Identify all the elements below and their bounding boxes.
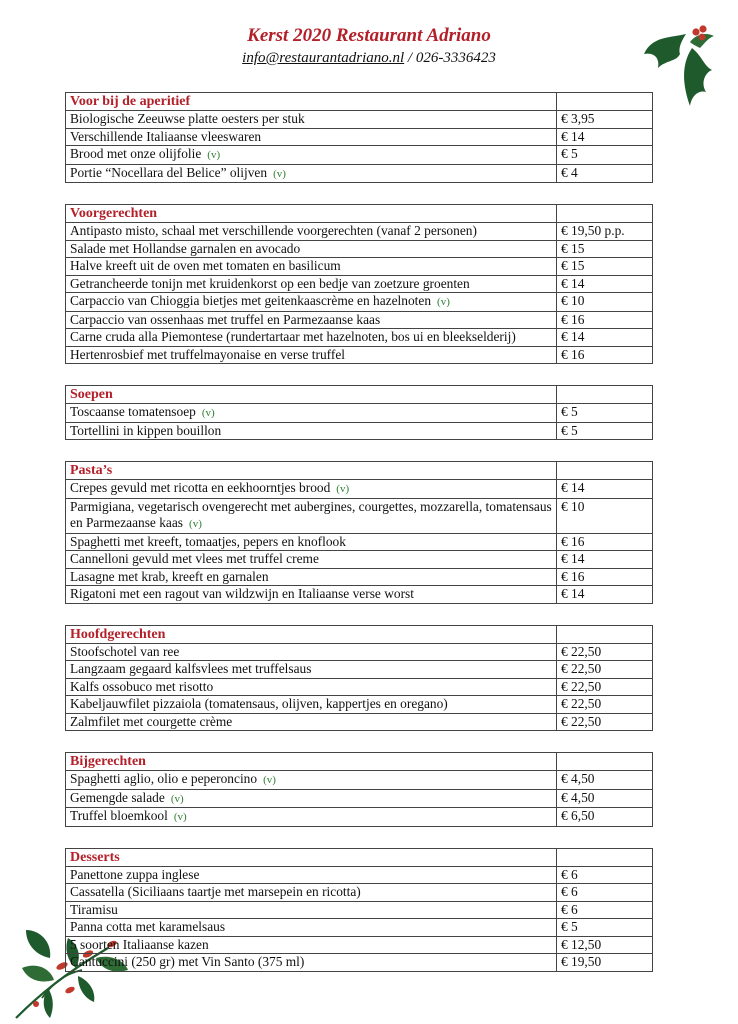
menu-item-cell xyxy=(66,919,557,937)
section-price-header xyxy=(557,753,653,771)
menu-item-cell xyxy=(66,422,557,440)
menu-section-table xyxy=(65,752,653,827)
dish-name: Salade met Hollandse garnalen en avocado xyxy=(70,240,301,256)
menu-item-row xyxy=(66,498,653,533)
section-price-header xyxy=(557,848,653,866)
phone-number: / 026-3336423 xyxy=(407,50,496,66)
section-price-header xyxy=(557,386,653,404)
menu-section-table xyxy=(65,385,653,440)
menu-section-table xyxy=(65,92,653,183)
dish-name: Toscaanse tomatensoep xyxy=(70,404,196,419)
dish-price: € 22,50 xyxy=(557,713,653,731)
section-header-row xyxy=(66,462,653,480)
vegetarian-marker: (v) xyxy=(273,167,286,180)
menu-item-cell xyxy=(66,936,557,954)
menu-item-row xyxy=(66,258,653,276)
menu-item-cell xyxy=(66,275,557,293)
menu-item-row xyxy=(66,346,653,364)
vegetarian-marker: (v) xyxy=(170,792,184,805)
menu-item-row xyxy=(66,311,653,329)
dish-price: € 6,50 xyxy=(557,808,653,827)
menu-item-row xyxy=(66,551,653,569)
dish-price: € 12,50 xyxy=(557,936,653,954)
vegetarian-marker: (v) xyxy=(189,518,202,530)
dish-price: € 22,50 xyxy=(557,661,653,679)
dish-name: Tiramisu xyxy=(70,901,118,917)
dish-name: 5 soorten Italiaanse kazen xyxy=(70,936,209,952)
menu-item-row xyxy=(66,789,653,808)
menu-header xyxy=(0,24,738,68)
menu-item-cell xyxy=(66,240,557,258)
menu-item-row xyxy=(66,275,653,293)
section-price-header xyxy=(557,205,653,223)
dish-name: Lasagne met krab, kreeft en garnalen xyxy=(70,568,269,584)
menu-item-row xyxy=(66,884,653,902)
email-link[interactable]: info@restaurantadriano.nl xyxy=(242,50,405,66)
menu-item-cell xyxy=(66,164,557,183)
dish-price: € 14 xyxy=(557,128,653,146)
dish-name: Portie “Nocellara del Belice” olijven xyxy=(70,164,268,180)
menu-item-cell xyxy=(66,884,557,902)
menu-item-row xyxy=(66,146,653,165)
dish-name: Stoofschotel van ree xyxy=(70,643,180,659)
dish-price: € 16 xyxy=(557,311,653,329)
menu-item-cell xyxy=(66,128,557,146)
dish-name: Halve kreeft uit de oven met tomaten en basilicum xyxy=(70,258,341,273)
section-title: Soepen xyxy=(66,386,557,404)
dish-name: Antipasto misto, schaal met verschillende voorgerechten (vanaf 2 personen) xyxy=(70,223,477,238)
menu-item-row xyxy=(66,901,653,919)
menu-item-cell xyxy=(66,954,557,972)
menu-item-row xyxy=(66,329,653,347)
menu-item-row xyxy=(66,240,653,258)
dish-name: Kabeljauwfilet pizzaiola (tomatensaus, olijven, kappertjes en oregano) xyxy=(70,696,448,711)
dish-price: € 19,50 xyxy=(557,954,653,972)
dish-price: € 16 xyxy=(557,533,653,551)
vegetarian-marker: (v) xyxy=(173,811,187,823)
menu-section-table xyxy=(65,848,653,972)
dish-price: € 15 xyxy=(557,240,653,258)
menu-item-row xyxy=(66,954,653,972)
dish-name: Langzaam gegaard kalfsvlees met truffelsaus xyxy=(70,661,312,676)
menu-item-cell xyxy=(66,678,557,696)
menu-item-cell xyxy=(66,586,557,604)
menu-item-cell xyxy=(66,146,557,165)
menu-item-row xyxy=(66,164,653,183)
dish-name: Cannelloni gevuld met vlees met truffel creme xyxy=(70,551,319,566)
dish-price: € 6 xyxy=(557,884,653,902)
dish-price: € 15 xyxy=(557,258,653,276)
menu-item-cell xyxy=(66,808,557,827)
menu-item-row xyxy=(66,480,653,499)
section-title: Bijgerechten xyxy=(66,753,557,771)
menu-item-row xyxy=(66,808,653,827)
menu-item-cell xyxy=(66,696,557,714)
dish-price: € 5 xyxy=(557,919,653,937)
dish-price: € 19,50 p.p. xyxy=(557,223,653,241)
dish-name: Gemengde salade xyxy=(70,789,165,805)
dish-name: Zalmfilet met courgette crème xyxy=(70,713,233,729)
dish-name: Panettone zuppa inglese xyxy=(70,866,200,882)
dish-name: Getrancheerde tonijn met kruidenkorst op een bedje van zoetzure groenten xyxy=(70,275,470,291)
menu-item-cell xyxy=(66,498,557,533)
dish-price: € 22,50 xyxy=(557,643,653,661)
vegetarian-marker: (v) xyxy=(437,296,450,308)
dish-name: Spaghetti met kreeft, tomaatjes, pepers en knoflook xyxy=(70,533,346,549)
dish-name: Cantuccini (250 gr) met Vin Santo (375 ml) xyxy=(70,954,305,969)
vegetarian-marker: (v) xyxy=(263,774,276,786)
dish-name: Carne cruda alla Piemontese (rundertartaar met hazelnoten, bos ui en bleekselderij) xyxy=(70,329,516,344)
menu-item-cell xyxy=(66,223,557,241)
dish-name: Crepes gevuld met ricotta en eekhoorntjes brood xyxy=(70,480,331,495)
dish-name: Verschillende Italiaanse vleeswaren xyxy=(70,128,262,144)
section-price-header xyxy=(557,93,653,111)
section-title: Voor bij de aperitief xyxy=(66,93,557,111)
menu-section-table xyxy=(65,204,653,364)
menu-item-row xyxy=(66,568,653,586)
menu-item-cell xyxy=(66,111,557,129)
section-header-row xyxy=(66,625,653,643)
menu-item-cell xyxy=(66,713,557,731)
section-header-row xyxy=(66,848,653,866)
contact-line xyxy=(0,48,738,68)
menu-item-row xyxy=(66,223,653,241)
section-header-row xyxy=(66,386,653,404)
menu-item-row xyxy=(66,111,653,129)
dish-price: € 16 xyxy=(557,346,653,364)
menu-item-row xyxy=(66,643,653,661)
section-price-header xyxy=(557,462,653,480)
menu-item-cell xyxy=(66,901,557,919)
dish-price: € 3,95 xyxy=(557,111,653,129)
menu-item-cell xyxy=(66,533,557,551)
dish-name: Hertenrosbief met truffelmayonaise en verse truffel xyxy=(70,346,346,362)
menu-item-row xyxy=(66,533,653,551)
dish-price: € 22,50 xyxy=(557,696,653,714)
vegetarian-marker: (v) xyxy=(336,483,350,495)
menu-item-row xyxy=(66,713,653,731)
menu-item-cell xyxy=(66,551,557,569)
dish-price: € 14 xyxy=(557,586,653,604)
menu-item-cell xyxy=(66,480,557,499)
menu-item-row xyxy=(66,586,653,604)
dish-price: € 4,50 xyxy=(557,789,653,808)
menu-item-cell xyxy=(66,346,557,364)
dish-name: Kalfs ossobuco met risotto xyxy=(70,678,214,694)
menu-item-cell xyxy=(66,661,557,679)
menu-item-cell xyxy=(66,404,557,423)
section-title: Pasta’s xyxy=(66,462,557,480)
dish-price: € 6 xyxy=(557,901,653,919)
dish-price: € 14 xyxy=(557,551,653,569)
dish-price: € 5 xyxy=(557,146,653,165)
dish-name: Parmigiana, vegetarisch ovengerecht met aubergines, courgettes, mozzarella, tomatensaus en Parmezaanse kaas xyxy=(70,498,552,530)
dish-price: € 14 xyxy=(557,275,653,293)
menu-section-table xyxy=(65,461,653,604)
dish-price: € 4,50 xyxy=(557,771,653,790)
menu-item-cell xyxy=(66,789,557,808)
dish-name: Tortellini in kippen bouillon xyxy=(70,422,222,438)
section-title: Voorgerechten xyxy=(66,205,557,223)
menu-item-cell xyxy=(66,866,557,884)
menu-item-row xyxy=(66,128,653,146)
dish-name: Brood met onze olijfolie xyxy=(70,146,202,161)
menu-sections xyxy=(65,92,653,993)
dish-name: Carpaccio van Chioggia bietjes met geitenkaascrème en hazelnoten xyxy=(70,293,432,308)
dish-price: € 5 xyxy=(557,422,653,440)
section-price-header xyxy=(557,625,653,643)
dish-price: € 22,50 xyxy=(557,678,653,696)
dish-price: € 14 xyxy=(557,480,653,499)
dish-name: Biologische Zeeuwse platte oesters per stuk xyxy=(70,111,305,126)
vegetarian-marker: (v) xyxy=(201,407,215,419)
section-header-row xyxy=(66,753,653,771)
dish-name: Cassatella (Siciliaans taartje met marsepein en ricotta) xyxy=(70,884,361,899)
menu-item-row xyxy=(66,919,653,937)
dish-price: € 10 xyxy=(557,293,653,312)
dish-name: Rigatoni met een ragout van wildzwijn en Italiaanse verse worst xyxy=(70,586,414,601)
menu-item-cell xyxy=(66,771,557,790)
dish-price: € 14 xyxy=(557,329,653,347)
dish-price: € 10 xyxy=(557,498,653,533)
menu-item-cell xyxy=(66,568,557,586)
menu-item-row xyxy=(66,771,653,790)
menu-item-cell xyxy=(66,293,557,312)
menu-item-cell xyxy=(66,329,557,347)
section-title: Hoofdgerechten xyxy=(66,625,557,643)
menu-item-row xyxy=(66,696,653,714)
menu-item-row xyxy=(66,678,653,696)
vegetarian-marker: (v) xyxy=(207,149,221,161)
dish-price: € 5 xyxy=(557,404,653,423)
menu-section-table xyxy=(65,625,653,732)
section-header-row xyxy=(66,93,653,111)
menu-item-row xyxy=(66,936,653,954)
dish-price: € 6 xyxy=(557,866,653,884)
page-title: Kerst 2020 Restaurant Adriano xyxy=(247,25,491,46)
menu-item-row xyxy=(66,422,653,440)
dish-name: Truffel bloemkool xyxy=(70,808,168,823)
section-title: Desserts xyxy=(66,848,557,866)
menu-item-cell xyxy=(66,258,557,276)
menu-item-row xyxy=(66,404,653,423)
dish-price: € 16 xyxy=(557,568,653,586)
menu-item-cell xyxy=(66,643,557,661)
menu-item-row xyxy=(66,293,653,312)
dish-name: Spaghetti aglio, olio e peperoncino xyxy=(70,771,258,786)
dish-name: Carpaccio van ossenhaas met truffel en Parmezaanse kaas xyxy=(70,311,381,327)
menu-item-row xyxy=(66,661,653,679)
dish-name: Panna cotta met karamelsaus xyxy=(70,919,226,934)
section-header-row xyxy=(66,205,653,223)
menu-item-row xyxy=(66,866,653,884)
menu-item-cell xyxy=(66,311,557,329)
dish-price: € 4 xyxy=(557,164,653,183)
